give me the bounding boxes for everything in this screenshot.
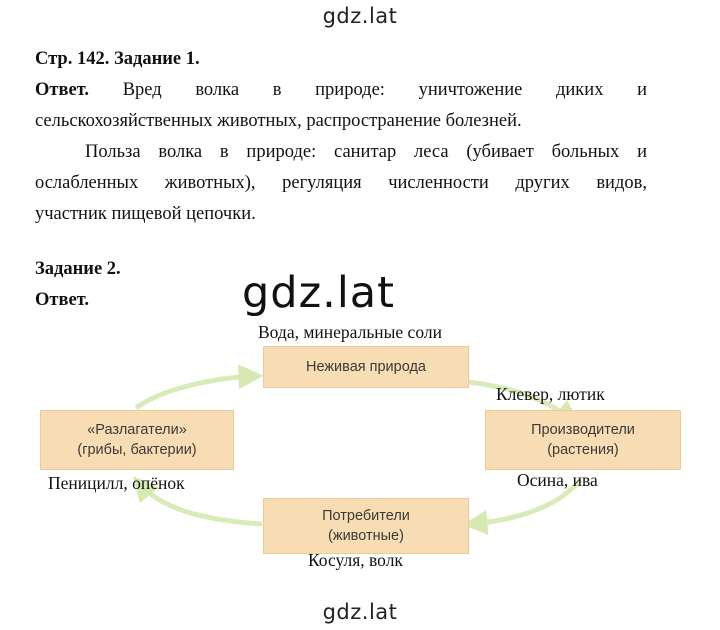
task2-header: Задание 2. (35, 259, 121, 279)
arrow-decomposers-to-nonliving (136, 376, 256, 408)
box-decomposers (40, 410, 234, 470)
task1-header: Стр. 142. Задание 1. (35, 49, 200, 69)
box-producers-line1: Производители (531, 422, 635, 438)
task1-benefit-line3: участник пищевой цепочки. (35, 204, 256, 224)
box-nonliving-label: Неживая природа (305, 359, 426, 375)
box-consumers-line2: (животные) (328, 528, 404, 544)
task1-benefit-line1: Польза волка в природе: санитар леса (убивает больных и (85, 142, 647, 162)
watermark-bottom: gdz.lat (322, 600, 398, 624)
box-decomposers-line1: «Разлагатели» (87, 422, 187, 438)
box-producers (485, 410, 681, 470)
nonliving-caption: Вода, минеральные соли (258, 322, 442, 342)
box-decomposers-line2: (грибы, бактерии) (77, 442, 197, 458)
task2-answer-label: Ответ. (35, 290, 90, 310)
producers-caption-bottom: Осина, ива (517, 470, 598, 490)
box-consumers-line1: Потребители (322, 508, 410, 524)
box-producers-line2: (растения) (547, 442, 619, 458)
producers-caption-top: Клевер, лютик (496, 384, 605, 404)
watermark-top: gdz.lat (322, 4, 398, 28)
task1-harm-text: Вред волка в природе: уничтожение диких и (122, 80, 648, 100)
consumers-caption: Косуля, волк (308, 550, 403, 570)
decomposers-caption: Пеницилл, опёнок (48, 473, 185, 493)
task1-harm-line2: сельскохозяйственных животных, распространение болезней. (35, 111, 522, 131)
box-nonliving-nature (263, 346, 469, 388)
task1-benefit-line2: ослабленных животных), регуляция численности других видов, (35, 173, 647, 193)
box-consumers (263, 498, 469, 554)
task1-harm-line1 (35, 75, 647, 106)
task1-answer-label: Ответ. (35, 80, 90, 100)
watermark-middle: gdz.lat (242, 268, 395, 318)
food-cycle-diagram (0, 320, 720, 595)
